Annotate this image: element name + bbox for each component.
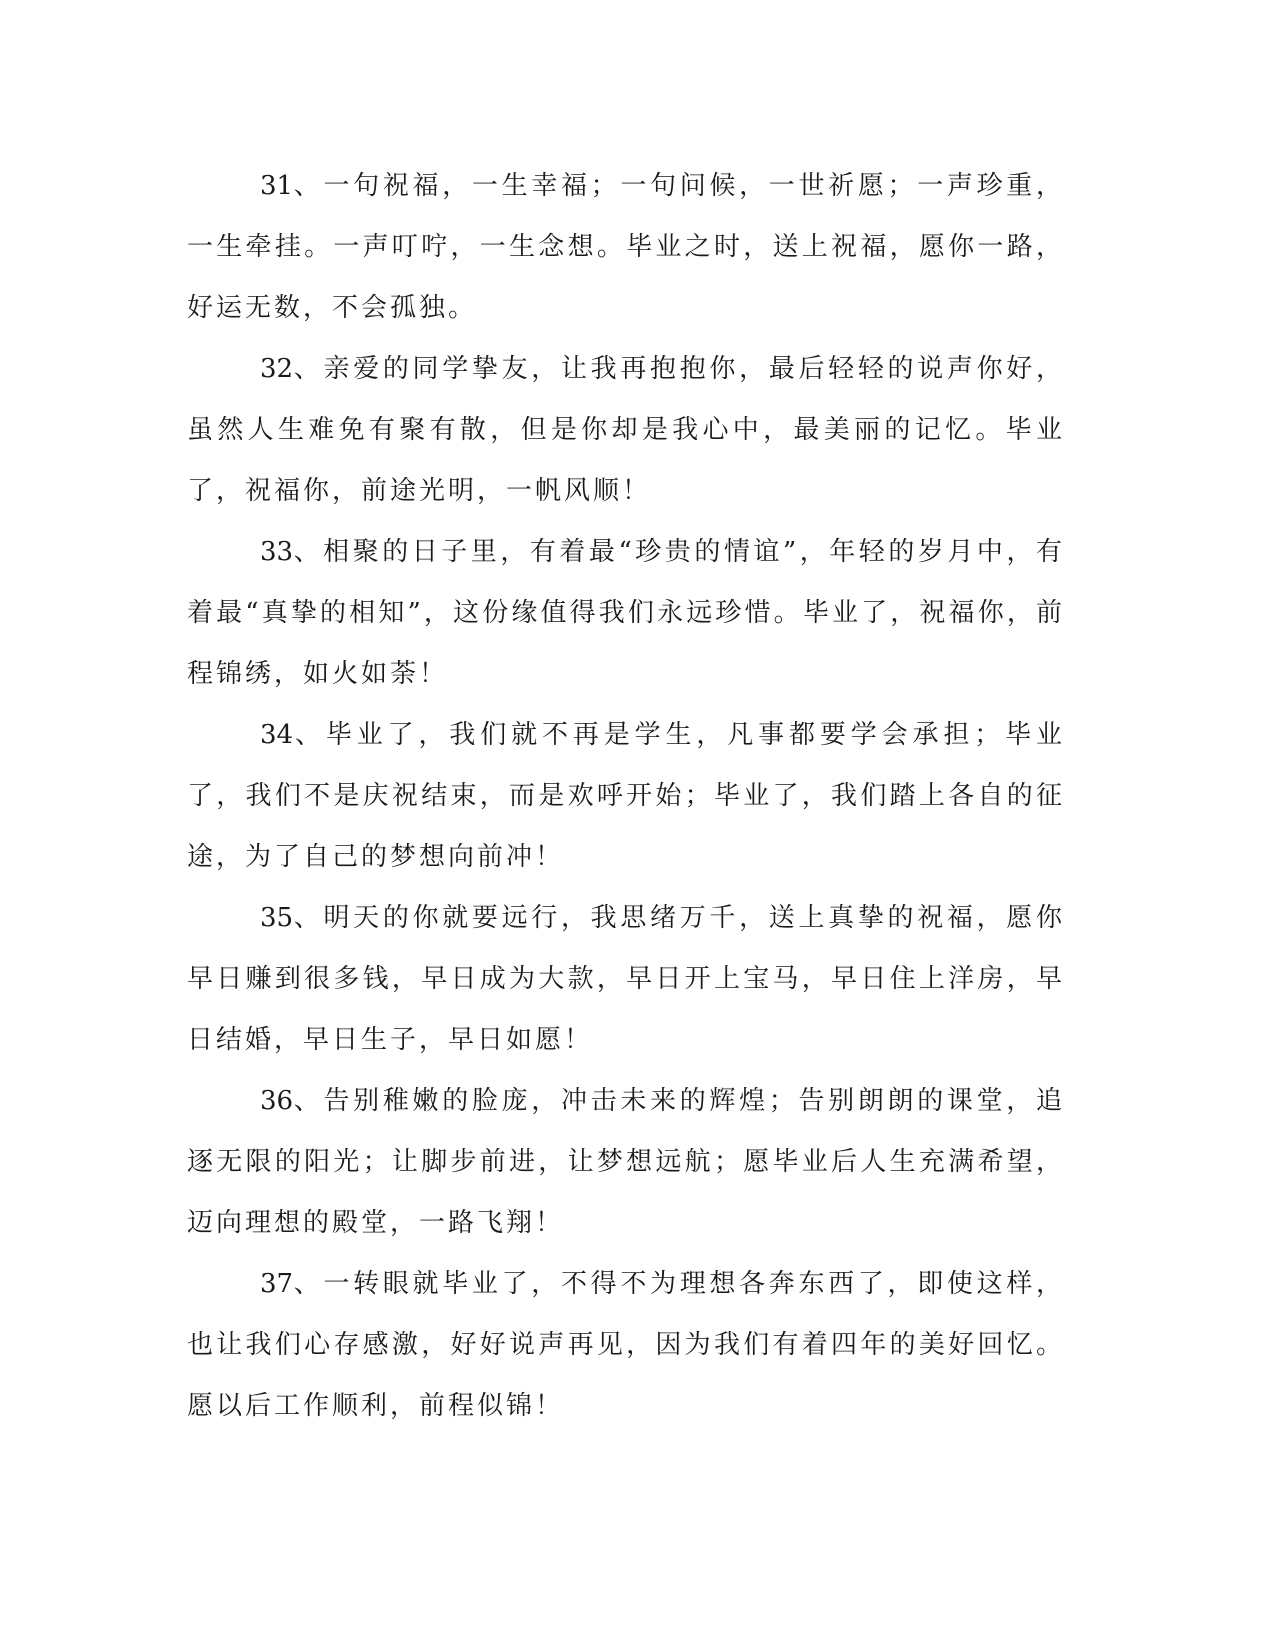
paragraph-separator: 、 bbox=[293, 354, 324, 384]
document-body bbox=[187, 156, 1065, 1437]
paragraph-text: 告别稚嫩的脸庞，冲击未来的辉煌；告别朗朗的课堂，追逐无限的阳光；让脚步前进，让梦想远航；愿毕业后人生充满希望，迈向理想的殿堂，一路飞翔！ bbox=[187, 1086, 1065, 1238]
paragraph-number: 31 bbox=[260, 171, 294, 201]
paragraph-text: 明天的你就要远行，我思绪万千，送上真挚的祝福，愿你早日赚到很多钱，早日成为大款，早日开上宝马，早日住上洋房，早日结婚，早日生子，早日如愿！ bbox=[187, 903, 1065, 1055]
paragraph-31 bbox=[187, 156, 1065, 339]
paragraph-separator: 、 bbox=[293, 1086, 324, 1116]
paragraph-number: 36 bbox=[260, 1086, 294, 1116]
paragraph-number: 37 bbox=[260, 1269, 294, 1299]
paragraph-text: 相聚的日子里，有着最“珍贵的情谊”，年轻的岁月中，有着最“真挚的相知”，这份缘值得我们永远珍惜。毕业了，祝福你，前程锦绣，如火如荼！ bbox=[187, 537, 1065, 689]
paragraph-number: 32 bbox=[260, 354, 294, 384]
paragraph-34 bbox=[187, 705, 1065, 888]
paragraph-number: 33 bbox=[260, 537, 294, 567]
paragraph-33 bbox=[187, 522, 1065, 705]
paragraph-separator: 、 bbox=[293, 1269, 324, 1299]
paragraph-32 bbox=[187, 339, 1065, 522]
paragraph-text: 一转眼就毕业了，不得不为理想各奔东西了，即使这样，也让我们心存感激，好好说声再见，因为我们有着四年的美好回忆。愿以后工作顺利，前程似锦！ bbox=[187, 1269, 1065, 1421]
paragraph-separator: 、 bbox=[293, 903, 324, 933]
paragraph-text: 毕业了，我们就不再是学生，凡事都要学会承担；毕业了，我们不是庆祝结束，而是欢呼开始；毕业了，我们踏上各自的征途，为了自己的梦想向前冲！ bbox=[187, 720, 1065, 872]
paragraph-36 bbox=[187, 1071, 1065, 1254]
paragraph-number: 34 bbox=[260, 720, 294, 750]
paragraph-text: 亲爱的同学挚友，让我再抱抱你，最后轻轻的说声你好，虽然人生难免有聚有散，但是你却是我心中，最美丽的记忆。毕业了，祝福你，前途光明，一帆风顺！ bbox=[187, 354, 1065, 506]
paragraph-separator: 、 bbox=[293, 720, 326, 750]
paragraph-separator: 、 bbox=[293, 537, 324, 567]
paragraph-number: 35 bbox=[260, 903, 294, 933]
paragraph-35 bbox=[187, 888, 1065, 1071]
paragraph-37 bbox=[187, 1254, 1065, 1437]
paragraph-text: 一句祝福，一生幸福；一句问候，一世祈愿；一声珍重，一生牵挂。一声叮咛，一生念想。毕业之时，送上祝福，愿你一路，好运无数，不会孤独。 bbox=[187, 171, 1065, 323]
paragraph-separator: 、 bbox=[293, 171, 324, 201]
